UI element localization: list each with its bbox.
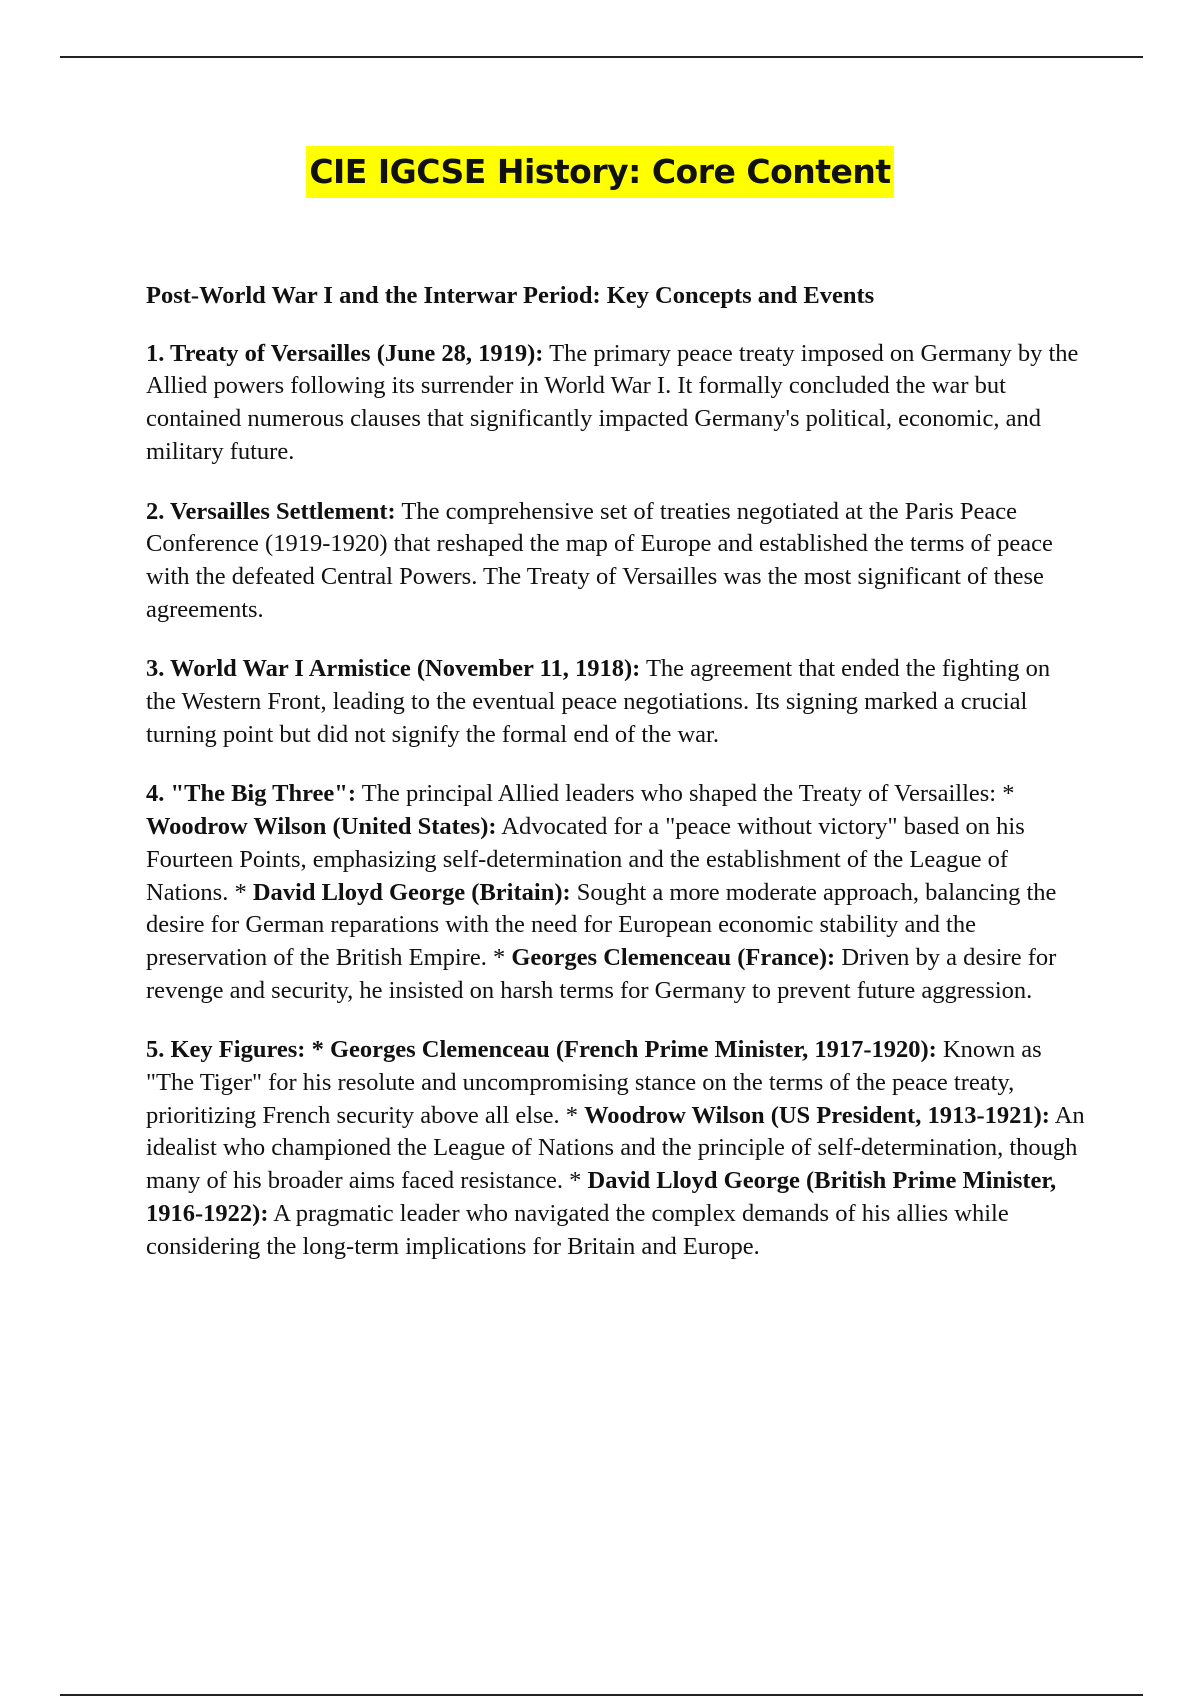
title-wrapper: [0, 146, 1200, 198]
item-text: The principal Allied leaders who shaped the Treaty of Versailles: *: [356, 780, 1015, 808]
sub-term-lloyd-george: David Lloyd George (Britain):: [252, 878, 571, 906]
item-term: 5. Key Figures: * Georges Clemenceau (French Prime Minister, 1917-1920):: [146, 1036, 937, 1064]
item-armistice: [146, 653, 1086, 751]
document-title: CIE IGCSE History: Core Content: [306, 146, 893, 198]
item-term: 1. Treaty of Versailles (June 28, 1919):: [146, 339, 544, 367]
sub-term-wilson: Woodrow Wilson (United States):: [146, 813, 497, 841]
sub-term-wilson: Woodrow Wilson (US President, 1913-1921):: [584, 1101, 1050, 1129]
sub-text-lloyd-george: Sought a more moderate approach, balancing the desire for German reparations with the need for European economic stability and the preservation of the British Empire. *: [146, 878, 1057, 971]
item-key-figures: [146, 1034, 1086, 1263]
item-text: The agreement that ended the fighting on the Western Front, leading to the eventual peace negotiations. Its signing marked a crucial turning point but did not signify the formal end of the war.: [146, 655, 1051, 748]
sub-text-wilson: An idealist who championed the League of Nations and the principle of self-determination, though many of his broader aims faced resistance. *: [146, 1101, 1085, 1195]
item-text: The comprehensive set of treaties negotiated at the Paris Peace Conference (1919-1920) that reshaped the map of Europe and established the terms of peace with the defeated Central Powers. The Treaty of Versailles was the most significant of these agreements.: [146, 497, 1053, 623]
item-big-three: [146, 778, 1086, 1007]
item-text: Known as "The Tiger" for his resolute and uncompromising stance on the terms of the peace treaty, prioritizing French security above all else. *: [146, 1036, 1042, 1129]
sub-text-lloyd-george: A pragmatic leader who navigated the complex demands of his allies while considering the long-term implications for Britain and Europe.: [146, 1199, 1009, 1260]
sub-term-lloyd-george: David Lloyd George (British Prime Minister, 1916-1922):: [146, 1167, 1057, 1227]
item-text: The primary peace treaty imposed on Germany by the Allied powers following its surrender in World War I. It formally concluded the war but contained numerous clauses that significantly impacted Germany's political, economic, and military future.: [146, 339, 1079, 465]
item-treaty-of-versailles: [146, 338, 1086, 469]
item-term: 2. Versailles Settlement:: [146, 497, 396, 525]
item-term: 4. "The Big Three":: [146, 780, 357, 808]
document-body: [146, 280, 1086, 1290]
sub-text-clemenceau: Driven by a desire for revenge and security, he insisted on harsh terms for Germany to prevent future aggression.: [146, 943, 1057, 1004]
item-versailles-settlement: [146, 496, 1086, 627]
bottom-rule: [60, 1694, 1143, 1696]
section-subtitle: Post-World War I and the Interwar Period: Key Concepts and Events: [146, 282, 875, 309]
sub-term-clemenceau: Georges Clemenceau (France):: [511, 943, 836, 971]
item-term: 3. World War I Armistice (November 11, 1918):: [146, 655, 641, 683]
top-rule: [60, 56, 1143, 58]
sub-text-wilson: Advocated for a "peace without victory" based on his Fourteen Points, emphasizing self-determination and the establishment of the League of Nations. *: [146, 813, 1025, 906]
